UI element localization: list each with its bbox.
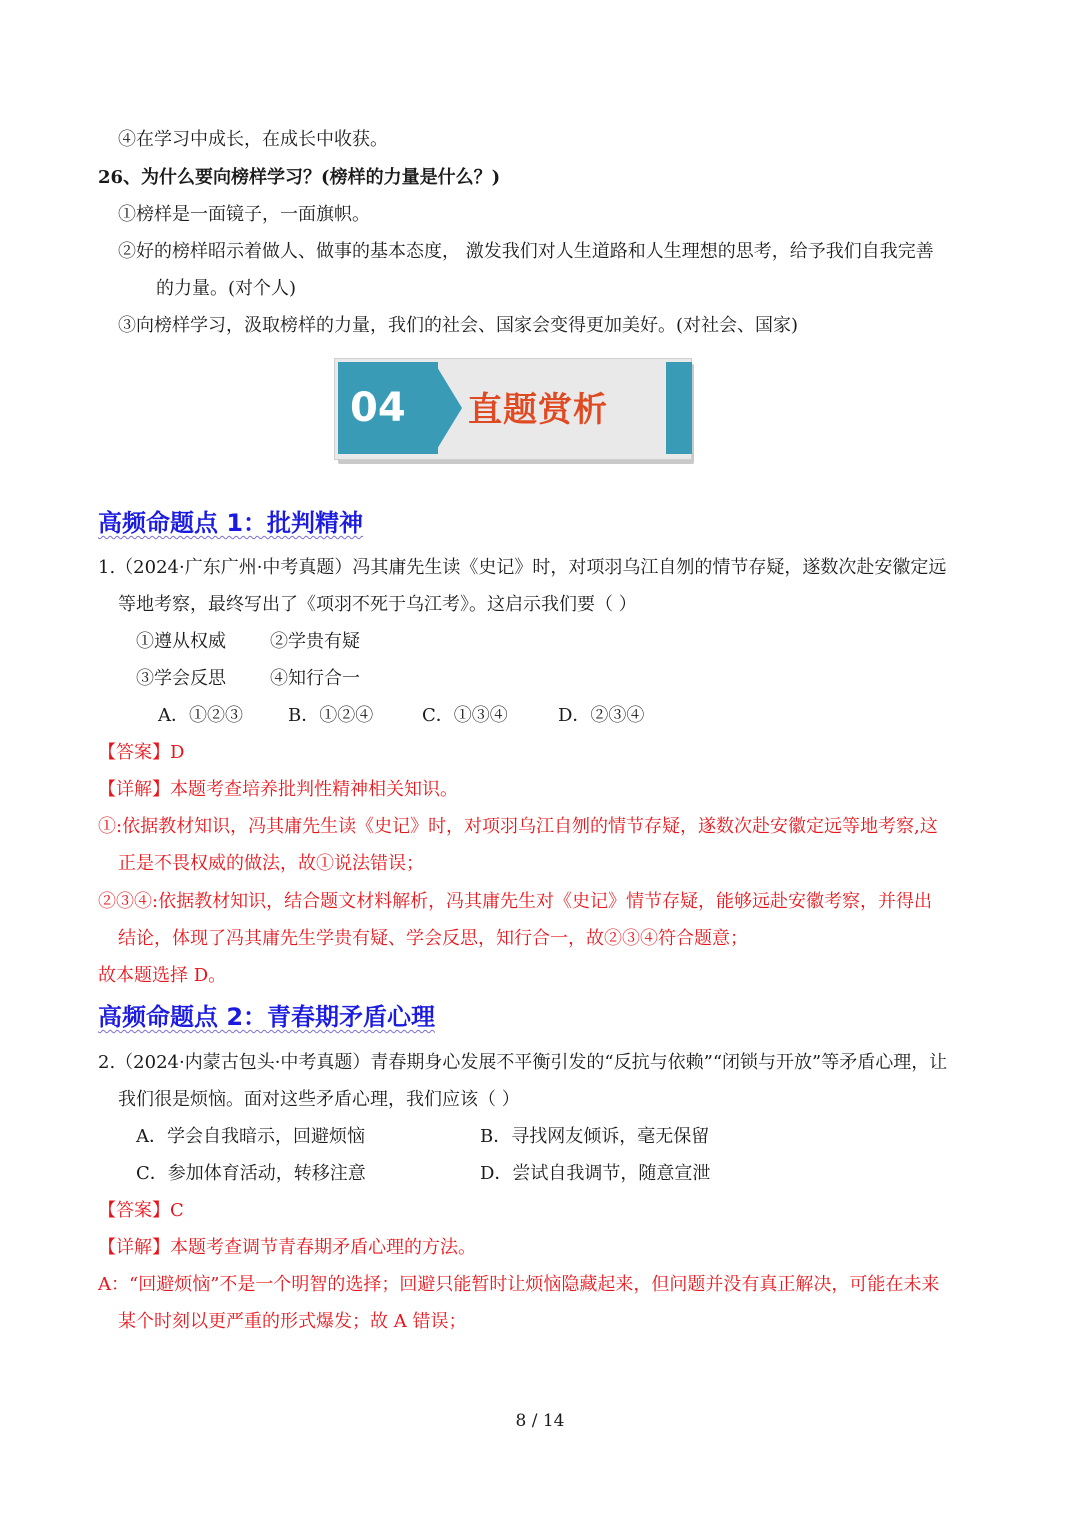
q1-explain-2-cont: 结论，体现了冯其庸先生学贵有疑、学会反思，知行合一，故②③④符合题意；	[118, 928, 748, 949]
q2-choice-b: B．寻找网友倾诉，毫无保留	[480, 1126, 710, 1147]
q2-line-1: 2.（2024·内蒙古包头·中考真题）青春期身心发展不平衡引发的“反抗与依赖”“闭锁与开放”等矛盾心理，让	[98, 1052, 948, 1073]
banner-right-bar	[666, 362, 692, 454]
q1-explain-2: ②③④:依据教材知识，结合题文材料解析，冯其庸先生对《史记》情节存疑，能够远赴安徽考察，并得出	[98, 891, 933, 912]
q26-point-2-cont: 的力量。(对个人)	[156, 278, 297, 299]
q1-explain-1-cont: 正是不畏权威的做法，故①说法错误；	[118, 853, 424, 874]
q2-choice-c: C．参加体育活动，转移注意	[136, 1163, 366, 1184]
q1-choice-b: B．①②④	[288, 705, 374, 726]
q26-title: 26、为什么要向榜样学习？(榜样的力量是什么？)	[98, 167, 501, 188]
q1-option-1: ①遵从权威	[136, 631, 226, 652]
q2-line-2: 我们很是烦恼。面对这些矛盾心理，我们应该（ ）	[118, 1089, 520, 1110]
q1-option-4: ④知行合一	[270, 668, 360, 689]
q2-explain-a-cont: 某个时刻以更严重的形式爆发；故 A 错误；	[118, 1311, 467, 1332]
q2-choice-d: D．尝试自我调节，随意宣泄	[480, 1163, 711, 1184]
q2-explain-a: A：“回避烦恼”不是一个明智的选择；回避只能暂时让烦恼隐藏起来，但问题并没有真正解决，可能在未来	[98, 1274, 940, 1295]
section2-heading: 高频命题点 2：青春期矛盾心理	[98, 1003, 436, 1031]
banner-title: 直题赏析	[468, 390, 608, 430]
q1-line-1: 1.（2024·广东广州·中考真题）冯其庸先生读《史记》时，对项羽乌江自刎的情节存疑，遂数次赴安徽定远	[98, 557, 947, 578]
q26-point-2: ②好的榜样昭示着做人、做事的基本态度， 激发我们对人生道路和人生理想的思考，给予我们自我完善	[118, 241, 934, 262]
q1-choice-a: A．①②③	[158, 705, 243, 726]
q1-line-2: 等地考察，最终写出了《项羽不死于乌江考》。这启示我们要（ ）	[118, 594, 637, 615]
q2-answer: 【答案】C	[98, 1200, 184, 1221]
q1-explain-1: ①:依据教材知识，冯其庸先生读《史记》时，对项羽乌江自刎的情节存疑，遂数次赴安徽定远等地考察,这	[98, 816, 938, 837]
section-banner	[334, 358, 696, 466]
banner-arrow-icon	[434, 362, 462, 454]
q1-conclusion: 故本题选择 D。	[98, 965, 227, 986]
q26-point-1: ①榜样是一面镜子，一面旗帜。	[118, 204, 370, 225]
q1-option-2: ②学贵有疑	[270, 631, 360, 652]
q1-answer: 【答案】D	[98, 742, 185, 763]
banner-number: 04	[350, 385, 406, 431]
section1-heading: 高频命题点 1：批判精神	[98, 509, 364, 537]
q26-point-3: ③向榜样学习，汲取榜样的力量，我们的社会、国家会变得更加美好。(对社会、国家)	[118, 315, 799, 336]
q1-detail: 【详解】本题考查培养批判性精神相关知识。	[98, 779, 458, 800]
q1-choice-d: D．②③④	[558, 705, 645, 726]
q1-option-3: ③学会反思	[136, 668, 226, 689]
q2-detail: 【详解】本题考查调节青春期矛盾心理的方法。	[98, 1237, 476, 1258]
intro-line: ④在学习中成长，在成长中收获。	[118, 129, 388, 150]
page-number: 8 / 14	[515, 1411, 565, 1431]
q2-choice-a: A．学会自我暗示，回避烦恼	[136, 1126, 365, 1147]
q1-choice-c: C．①③④	[422, 705, 508, 726]
